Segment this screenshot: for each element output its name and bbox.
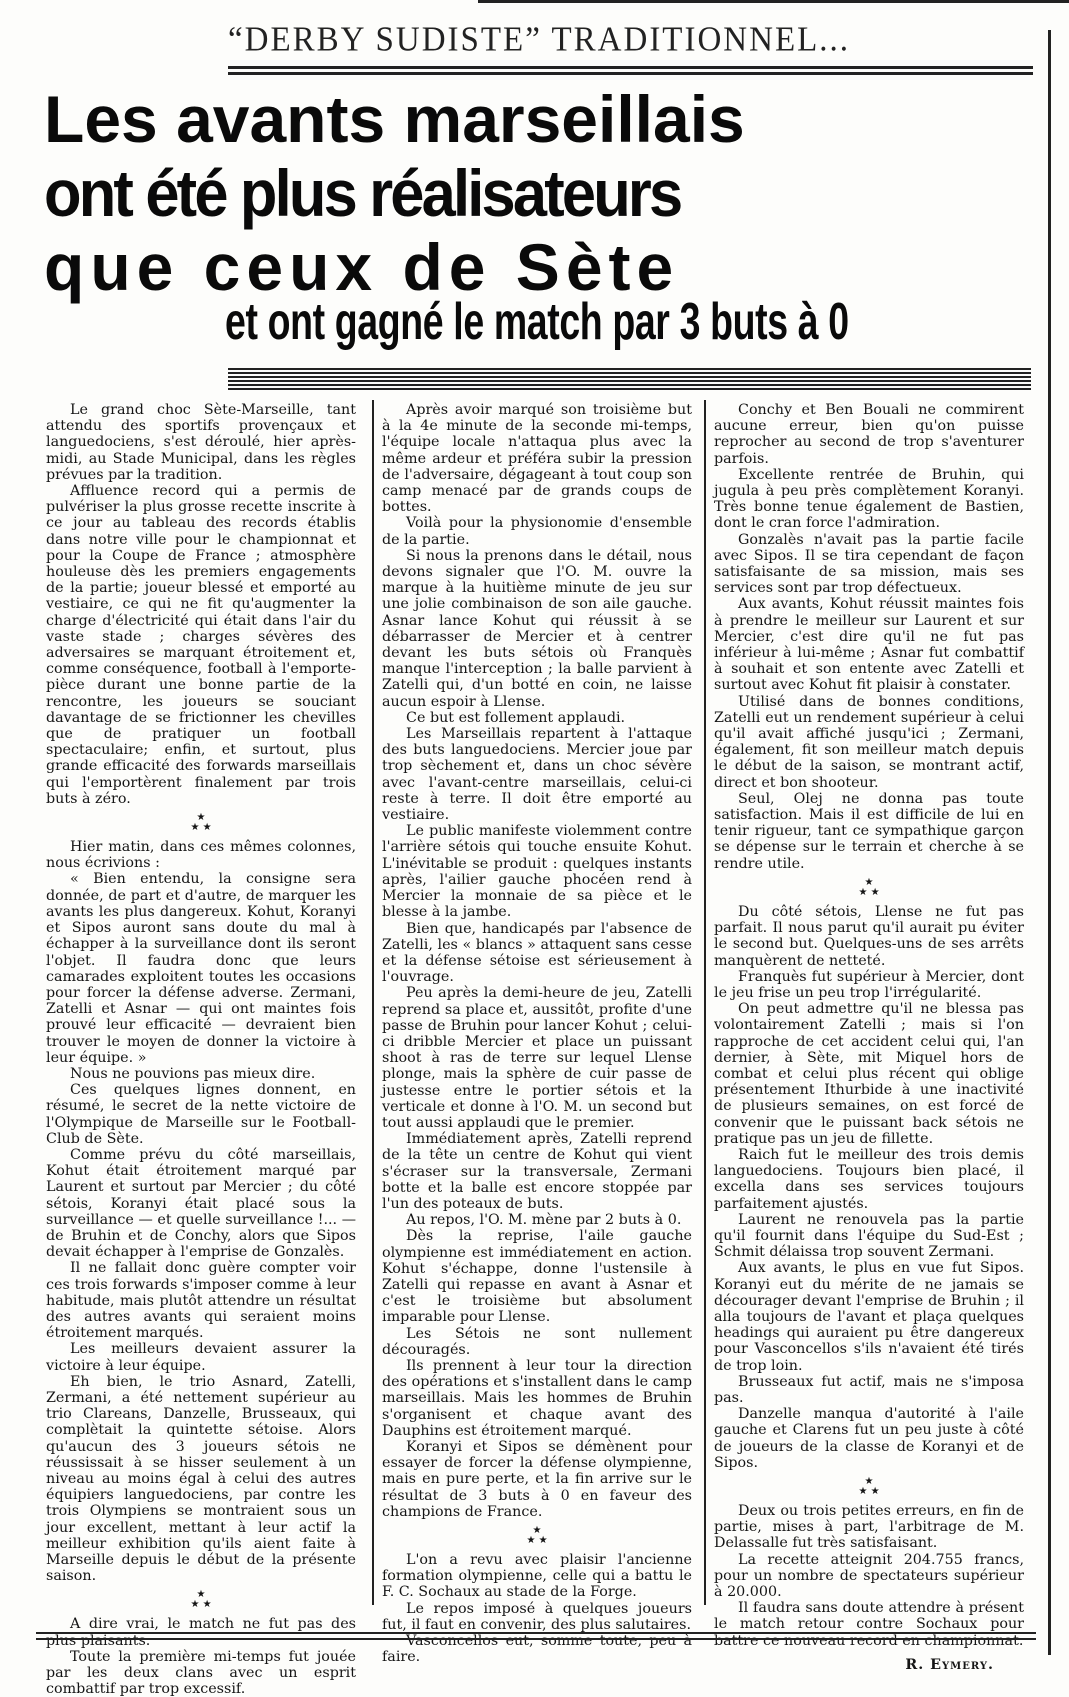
paragraph: Vasconcellos eut, somme toute, peu à faire. [382, 1633, 692, 1666]
paragraph: Danzelle manqua d'autorité à l'aile gauche et Clarens fut un peu juste à côté de joueurs de la classe de Koranyi et de Sipos. [714, 1406, 1024, 1471]
paragraph: Aux avants, le plus en vue fut Sipos. Koranyi eut du mérite de ne jamais se décourager devant l'emprise de Bruhin ; il alla toujours de l'avant et plaça quelques headings qui auraient pu être dangereux pour Vasconcellos s'ils n'avaient été tirés de trop loin. [714, 1260, 1024, 1374]
paragraph: Ce but est follement applaudi. [406, 709, 626, 726]
paragraph: Utilisé dans de bonnes conditions, Zatelli eut un rendement supérieur à celui qu'il avait affiché jusqu'ici ; Zermani, également, fit son meilleur match depuis le début de la saison, se montrant actif, direct et bon shooteur. [714, 693, 1024, 791]
paragraph: Le grand choc Sète-Marseille, tant attendu des sportifs provençaux et languedociens, s'est déroulé, hier après-midi, au Stade Municipal, dans les règles prévues par la tradition. [46, 402, 356, 483]
paragraph: Voilà pour la physionomie d'ensemble de la partie. [382, 515, 692, 548]
paragraph: Il ne fallait donc guère compter voir ces trois forwards s'imposer comme à leur habitude, mais plutôt attendre un résultat des autres avants qui seraient moins étroitement marqués. [46, 1260, 356, 1342]
paragraph: Conchy et Ben Bouali ne commirent aucune erreur, bien qu'on puisse reprocher au second de trop s'aventurer parfois. [714, 402, 1024, 467]
headline [44, 82, 1004, 304]
kicker: “DERBY SUDISTE” TRADITIONNEL... [228, 21, 851, 59]
paragraph: Franquès fut supérieur à Mercier, dont le jeu frise un peu trop l'irrégularité. [714, 968, 1024, 1001]
paragraph: Aux avants, Kohut réussit maintes fois à prendre le meilleur sur Laurent et sur Mercier, c'est dire qu'il ne fut pas inférieur à lui-même ; Asnar fut combattif à souhait et son entente avec Zatelli et surtout avec Kohut fit plaisir à constater. [714, 596, 1024, 694]
section-separator-asterism: ★ ★ ★ [858, 876, 880, 898]
paragraph: Gonzalès n'avait pas la partie facile avec Sipos. Il se tira cependant de façon satisfaisante de sa mission, mais ses services sont par trop défectueux. [714, 531, 1024, 597]
paragraph: Les Marseillais repartent à l'attaque des buts languedociens. Mercier joue par trop sèchement et, dans un choc sévère avec l'avant-centre marseillais, celui-ci reste à terre. Il doit être emporté au vestiaire. [382, 726, 692, 824]
headline-line-3: que ceux de Sète [44, 230, 680, 304]
paragraph: « Bien entendu, la consigne sera donnée, de part et d'autre, de marquer les avants les plus dangereux. Kohut, Koranyi et Sipos auront sans doute du mal à échapper à la surveillance dont ils seront l'objet. Il faudra donc que leurs camarades exploitent toutes les occasions pour forcer la défense adverse. Zermani, Zatelli et Asnar — qui ont maintes fois prouvé leur efficacité — devraient bien trouver le moyen de donner la victoire à leur équipe. » [46, 871, 356, 1066]
paragraph: Eh bien, le trio Asnard, Zatelli, Zermani, a été nettement supérieur au trio Clareans, Danzelle, Brusseaux, qui complètait la quintette sétoise. Alors qu'aucun des 3 joueurs sétois ne réussissait à se hisser seulement à un niveau au moins égal à celui des autres équipiers languedociens, par contre les trois Olympiens se montraient sous un jour excellent, mettant à leur actif la meilleur exhibition qu'ils aient faite à Marseille depuis le début de la présente saison. [46, 1373, 356, 1585]
paragraph: Koranyi et Sipos se démènent pour essayer de forcer la défense olympienne, mais en pure perte, et la fin arrive sur le résultat de 3 buts à 0 en faveur des champions de France. [382, 1439, 692, 1520]
section-separator-asterism: ★ ★ ★ [858, 1476, 880, 1497]
subheadline: et ont gagné le match par 3 buts à 0 [225, 293, 849, 351]
article-column-1 [46, 402, 356, 1697]
headline-line-2: ont été plus réalisateurs [44, 156, 681, 230]
paragraph: Brusseaux fut actif, mais ne s'imposa pas. [714, 1373, 1024, 1406]
paragraph: Seul, Olej ne donna pas toute satisfaction. Mais il est difficile de lui en tenir rigueur, tant ce sympathique garçon se dépense sur le terrain et cherche à se rendre utile. [714, 790, 1024, 872]
column-divider [372, 400, 374, 1605]
paragraph: On peut admettre qu'il ne blessa pas volontairement Zatelli ; mais si l'on rapproche de cet accident celui qui, l'an dernier, à Sète, mit Miquel hors de combat et celui plus récent qui oblige présentement Ithurbide à une inactivité de plusieurs semaines, on est forcé de convenir que le puissant back sétois ne pratique pas un jeu de fillette. [714, 1001, 1024, 1147]
paragraph: Au repos, l'O. M. mène par 2 buts à 0. [406, 1212, 682, 1229]
section-separator-asterism: ★ ★ ★ [526, 1525, 548, 1547]
paragraph: A dire vrai, le match ne fut pas des plus plaisants. [46, 1616, 356, 1649]
right-rule [1048, 30, 1051, 1655]
paragraph: Ces quelques lignes donnent, en résumé, le secret de la nette victoire de l'Olympique de Marseille sur le Football-Club de Sète. [46, 1082, 356, 1147]
paragraph: Immédiatement après, Zatelli reprend de la tête un centre de Kohut qui vient s'écraser sur la transversale, Zermani botte et la balle est encore stoppée par l'un des poteaux de buts. [382, 1131, 692, 1212]
paragraph: Après avoir marqué son troisième but à la 4e minute de la seconde mi-temps, l'équipe locale n'attaqua plus avec la même ardeur et préféra subir la pression de l'adversaire, dégageant à tout coup son camp menacé par de grands coups de bottes. [382, 402, 692, 516]
article-column-3 [714, 402, 1024, 1673]
kicker-rule [228, 66, 1033, 75]
paragraph: Peu après la demi-heure de jeu, Zatelli reprend sa place et, aussitôt, profite d'une passe de Bruhin pour lancer Kohut ; celui-ci dribble Mercier et place un puissant shoot à ras de terre sur lequel Llense plonge, mais la sphère de cuir passe de justesse entre le portier sétois et la verticale et donne à l'O. M. un second but tout aussi applaudi que le premier. [382, 985, 692, 1131]
section-separator-asterism: ★ ★ ★ [190, 1589, 212, 1611]
paragraph: Nous ne pouvions pas mieux dire. [70, 1065, 316, 1082]
paragraph: Raich fut le meilleur des trois demis languedociens. Toujours bien placé, il excella dans ses services toujours parfaitement ajustés. [714, 1146, 1024, 1212]
paragraph: La recette atteignit 204.755 francs, pour un nombre de spectateurs supérieur à 20.000. [714, 1551, 1024, 1601]
paragraph: Hier matin, dans ces mêmes colonnes, nous écrivions : [46, 839, 356, 872]
paragraph: Deux ou trois petites erreurs, en fin de partie, mises à part, l'arbitrage de M. Delassalle fut très satisfaisant. [714, 1503, 1024, 1552]
paragraph: Dès la reprise, l'aile gauche olympienne est immédiatement en action. Kohut s'échappe, donne l'ustensile à Zatelli qui repasse en avant à Asnar et c'est le troisième but absolument imparable pour Llense. [382, 1228, 692, 1326]
section-separator-asterism: ★ ★ ★ [190, 812, 212, 834]
paragraph: Laurent ne renouvela pas la partie qu'il fournit dans l'équipe du Sud-Est ; Schmit délaissa trop souvent Zermani. [714, 1211, 1024, 1261]
paragraph: Les meilleurs devaient assurer la victoire à leur équipe. [46, 1341, 356, 1374]
column-divider [704, 400, 706, 1605]
paragraph: Toute la première mi-temps fut jouée par les deux clans avec un esprit combattif par trop excessif. [46, 1648, 356, 1697]
paragraph: Les Sétois ne sont nullement découragés. [382, 1325, 692, 1358]
subheadline-rule [228, 368, 1031, 390]
paragraph: Bien que, handicapés par l'absence de Zatelli, les « blancs » attaquent sans cesse et la défense sétoise est sérieusement à l'ouvrage. [382, 920, 692, 986]
top-rule [478, 0, 1069, 3]
paragraph: Le public manifeste violemment contre l'arrière sétois qui touche ensuite Kohut. L'inévitable se produit : quelques instants après, l'ailier gauche phocéen rend à Mercier la monnaie de sa pièce et le blesse à la jambe. [382, 823, 692, 921]
bottom-rule [36, 1632, 1036, 1640]
paragraph: Si nous la prenons dans le détail, nous devons signaler que l'O. M. ouvre la marque à la huitième minute de jeu sur une jolie combinaison de son aile gauche. Asnar lance Kohut qui réussit à se débarrasser de Mercier et à centrer devant les buts sétois où Franquès manque l'interception ; la balle parvient à Zatelli qui, d'un botté en coin, ne laisse aucun espoir à Llense. [382, 547, 692, 710]
author-signature: R. Eymery. [905, 1656, 994, 1673]
paragraph: Affluence record qui a permis de pulvériser la plus grosse recette inscrite à ce jour au tableau des records établis dans notre ville pour le championnat et pour la Coupe de France ; atmosphère houleuse dès les premiers engagements de la partie; joueur blessé et emporté au vestiaire, ce qui ne fit qu'augmenter la charge d'électricité qui était dans l'air du vaste stade ; charges sévères des adversaires se marquant étroitement et, comme conséquence, football à l'emporte-pièce durant une bonne partie de la rencontre, les joueurs se souciant davantage de se frictionner les chevilles que de pratiquer un football spectaculaire; enfin, et surtout, plus grande efficacité des forwards marseillais qui l'emportèrent finalement par trois buts à zéro. [46, 483, 356, 807]
paragraph: Le repos imposé à quelques joueurs fut, il faut en convenir, des plus salutaires. [382, 1600, 692, 1633]
paragraph: L'on a revu avec plaisir l'ancienne formation olympienne, celle qui a battu le F. C. Sochaux au stade de la Forge. [382, 1552, 692, 1601]
paragraph: Ils prennent à leur tour la direction des opérations et s'installent dans le camp marseillais. Mais les hommes de Bruhin s'organisent et chaque avant des Dauphins est étroitement marqué. [382, 1357, 692, 1439]
paragraph: Comme prévu du côté marseillais, Kohut était étroitement marqué par Laurent et surtout par Mercier ; du côté sétois, Koranyi était placé sous la surveillance — et quelle surveillance !... — de Bruhin et de Conchy, alors que Sipos devait échapper à l'emprise de Gonzalès. [46, 1146, 356, 1261]
paragraph: Du côté sétois, Llense ne fut pas parfait. Il nous parut qu'il aurait pu éviter le second but. Quelques-uns de ses arrêts manquèrent de netteté. [714, 903, 1024, 969]
paragraph: Il faudra sans doute attendre à présent le match retour contre Sochaux pour battre ce nouveau record en championnat. [714, 1600, 1024, 1649]
paragraph: Excellente rentrée de Bruhin, qui jugula à peu près complètement Koranyi. Très bonne tenue également de Bastien, dont le cran force l'admiration. [714, 466, 1024, 532]
headline-line-1: Les avants marseillais [44, 82, 745, 156]
article-column-2 [382, 402, 692, 1665]
